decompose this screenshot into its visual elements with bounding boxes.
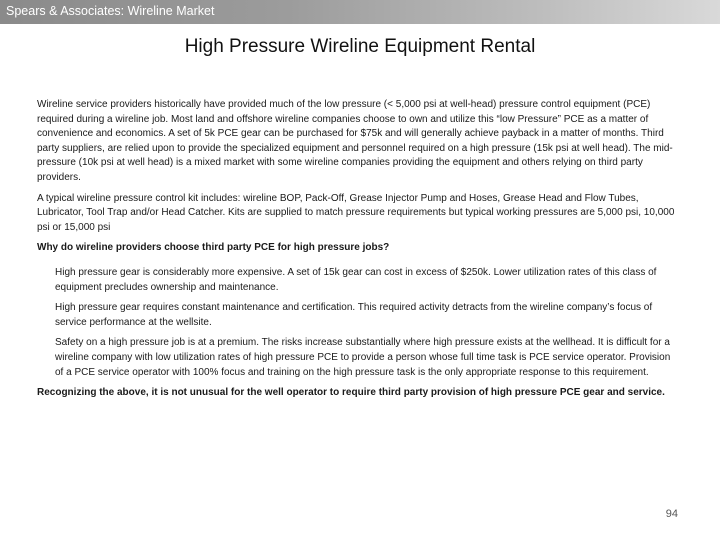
point-cost: [55, 266, 677, 295]
intro-paragraph: Wireline service providers historically have provided much of the low pressure (< 5,000 psi at well-head) pressure control equipment (PCE) required during a wireline job. Most land and offshore wireline companies choose to own and utilize this “low Pressure” PCE as a matter of convenience and economics. A set of 5k PCE gear can be purchased for $75k and will generally achieve payback in a matter of months. Third party suppliers, are relied upon to provide the specialized equipment and personnel required on a high pressure (15k psi at well head). The mid-pressure (10k psi at well head) is a mixed market with some wireline companies providing the equipment and others relying on third party providers.: [37, 99, 673, 183]
conclusion-paragraph: Recognizing the above, it is not unusual for the well operator to require third party provision of high pressure PCE gear and service.: [37, 387, 665, 399]
slide-body: [37, 98, 677, 407]
question-heading: Why do wireline providers choose third party PCE for high pressure jobs?: [37, 242, 390, 254]
point-maintenance-lead: High pressure gear requires constant maintenance and certification.: [55, 302, 356, 314]
point-safety: [55, 336, 677, 380]
header-title: Spears & Associates: Wireline Market: [6, 4, 215, 18]
page-title: High Pressure Wireline Equipment Rental: [184, 36, 536, 57]
point-maintenance-text: This required activity detracts from the wireline company’s focus of service performance at the wellsite.: [55, 302, 653, 328]
point-maintenance: [55, 301, 677, 330]
kit-paragraph: A typical wireline pressure control kit includes: wireline BOP, Pack-Off, Grease Injector Pump and Hoses, Grease Head and Flow Tubes, Lubricator, Tool Trap and/or Head Catcher. Kits are supplied to match pressure requirements but typical working pressures are 5,000 psi, 10,000 psi or 15,000 psi: [37, 192, 675, 233]
point-safety-text: The risks increase substantially where high pressure exists at the wellhead. It is difficult for a wireline company with low utilization rates of high pressure PCE to provide a person whose full time task is PCE service operator. Provision of a PCE service operator with 100% focus and training on the high pressure task is the only appropriate response to this requirement.: [55, 337, 671, 378]
point-safety-lead: Safety on a high pressure job is at a premium.: [55, 337, 259, 349]
point-cost-text: A set of 15k gear can cost in excess of $250k. Lower utilization rates of this class of equipment precludes ownership and maintenance.: [55, 266, 657, 293]
point-cost-lead: High pressure gear is considerably more expensive.: [55, 266, 286, 278]
header-bar: [0, 0, 720, 24]
page-number: 94: [665, 508, 678, 520]
